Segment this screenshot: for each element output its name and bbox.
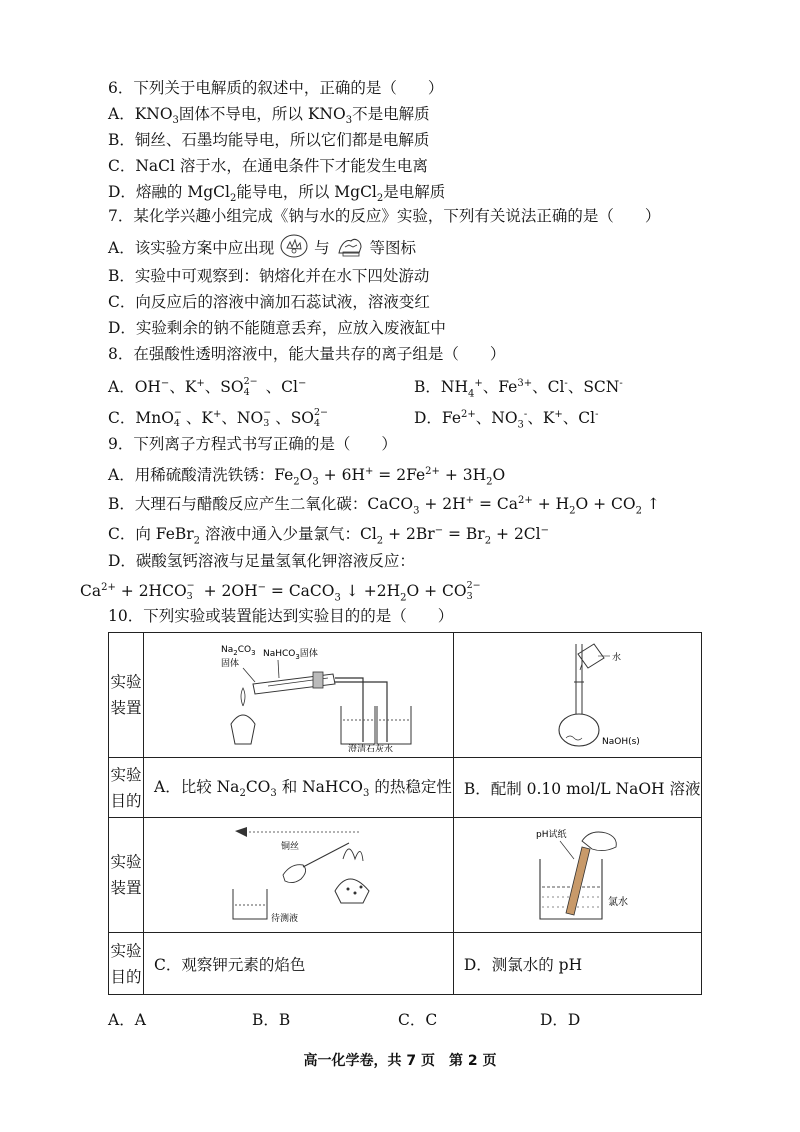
q10-option-c: C．观察钾元素的焰色 (144, 933, 454, 995)
svg-text:Na2CO3: $Na_2CO_3$ (221, 645, 256, 657)
q7-option-c: C．向反应后的溶液中滴加石蕊试液，溶液变红 (108, 293, 430, 311)
svg-text:铜丝: 铜丝 (281, 842, 300, 852)
q6-option-b: B．铜丝、石墨均能导电，所以它们都是电解质 (108, 131, 430, 149)
q10-choice-c: C．C (398, 1011, 438, 1029)
svg-text:pH试纸: pH试纸 (535, 830, 567, 840)
q10-option-b: B．配制 0.10 mol/L NaOH 溶液 (453, 758, 702, 818)
q7-stem: 7．某化学兴趣小组完成《钠与水的反应》实验，下列有关说法正确的是（ ） (108, 207, 661, 225)
figure-volumetric-flask (453, 633, 702, 758)
q8-stem: 8．在强酸性透明溶液中，能大量共存的离子组是（ ） (108, 345, 506, 363)
figure-heating-tubes (144, 633, 454, 758)
q8-option-a: A．OH−、K+、SO 2− 4 、Cl− (108, 376, 307, 398)
q6-option-d: D．熔融的 MgCl$_2$能导电，所以 MgCl$_2$是电解质 (108, 183, 446, 205)
svg-text:NaHCO3固体: NaHCO$_3$固体 (263, 649, 319, 661)
q8-option-b: B．$NH_4^+$、$Fe^{3+}$、Cl-、SCN- (414, 378, 623, 400)
q10-option-a: A．比较 $Na_2CO_3$ 和 NaHCO$_3$ 的热稳定性 (144, 758, 454, 818)
row-head-device-2: 实验装置 (109, 818, 144, 933)
q8-option-d: D．$Fe^{2+}$、$NO_3^-$、K+、Cl- (414, 409, 599, 431)
svg-text:固体: 固体 (221, 659, 240, 669)
svg-text:澄清石灰水: 澄清石灰水 (348, 745, 394, 752)
row-head-purpose-2: 实验目的 (109, 933, 144, 995)
figure-flame-test (144, 818, 454, 933)
hand-wash-icon (335, 233, 365, 259)
q10-choice-a: A．A (108, 1011, 146, 1029)
svg-text:待测液: 待测液 (271, 914, 299, 924)
q9-option-c: C．向 FeBr$_2$ 溶液中通入少量氯气：$Cl_2 + 2Br^- = Br_2 + 2Cl^-$ (108, 525, 550, 547)
explosion-icon (279, 233, 309, 259)
q10-choice-d: D．D (540, 1011, 581, 1029)
q6-option-c: C．NaCl 溶于水，在通电条件下才能发生电离 (108, 157, 428, 175)
q7-option-a: A．该实验方案中应出现 与 等图标 (108, 238, 416, 259)
q6-option-a: A．$KNO_3$固体不导电，所以 $KNO_3$不是电解质 (108, 105, 430, 127)
q9-stem: 9．下列离子方程式书写正确的是（ ） (108, 435, 397, 453)
q8-option-c: C．MnO − 4 、K+、NO − 3 、SO 2− 4 (108, 407, 329, 429)
row-head-purpose-1: 实验目的 (109, 758, 144, 818)
q10-stem: 10．下列实验或装置能达到实验目的的是（ ） (108, 607, 454, 625)
q9-option-b: B．大理石与醋酸反应产生二氧化碳：CaCO$_3$ + $2H^+ = Ca^{2+} + H_2O + CO_2$ ↑ (108, 495, 660, 517)
row-head-device-1: 实验装置 (109, 633, 144, 758)
q7-option-b: B．实验中可观察到：钠熔化并在水下四处游动 (108, 267, 430, 285)
q10-choice-b: B．B (252, 1011, 291, 1029)
q10-option-d: D．测氯水的 pH (453, 933, 702, 995)
q9-option-d: D．碳酸氢钙溶液与足量氢氧化钾溶液反应： (108, 552, 415, 570)
experiment-table (108, 632, 702, 995)
q7-option-d: D．实验剩余的钠不能随意丢弃，应放入废液缸中 (108, 319, 446, 337)
q6-stem: 6．下列关于电解质的叙述中，正确的是（ ） (108, 79, 444, 97)
figure-ph-paper (453, 818, 702, 933)
svg-text:水: 水 (611, 653, 621, 663)
svg-text:NaOH(s): NaOH(s) (601, 737, 640, 747)
q9-option-a: A．用稀硫酸清洗铁锈：$Fe_2O_3 + 6H^+ = 2Fe^{2+} + 3H_2O$ (108, 466, 506, 488)
svg-text:氯水: 氯水 (607, 897, 628, 908)
q9-option-d-equation: $Ca^{2+} + 2HCO$ − 3 + 2OH− = CaCO$_3$ ↓ $+2H_2O$ + CO 2− 3 (80, 580, 481, 604)
page-footer: 高一化学卷，共 7 页 第 2 页 (303, 1053, 497, 1069)
